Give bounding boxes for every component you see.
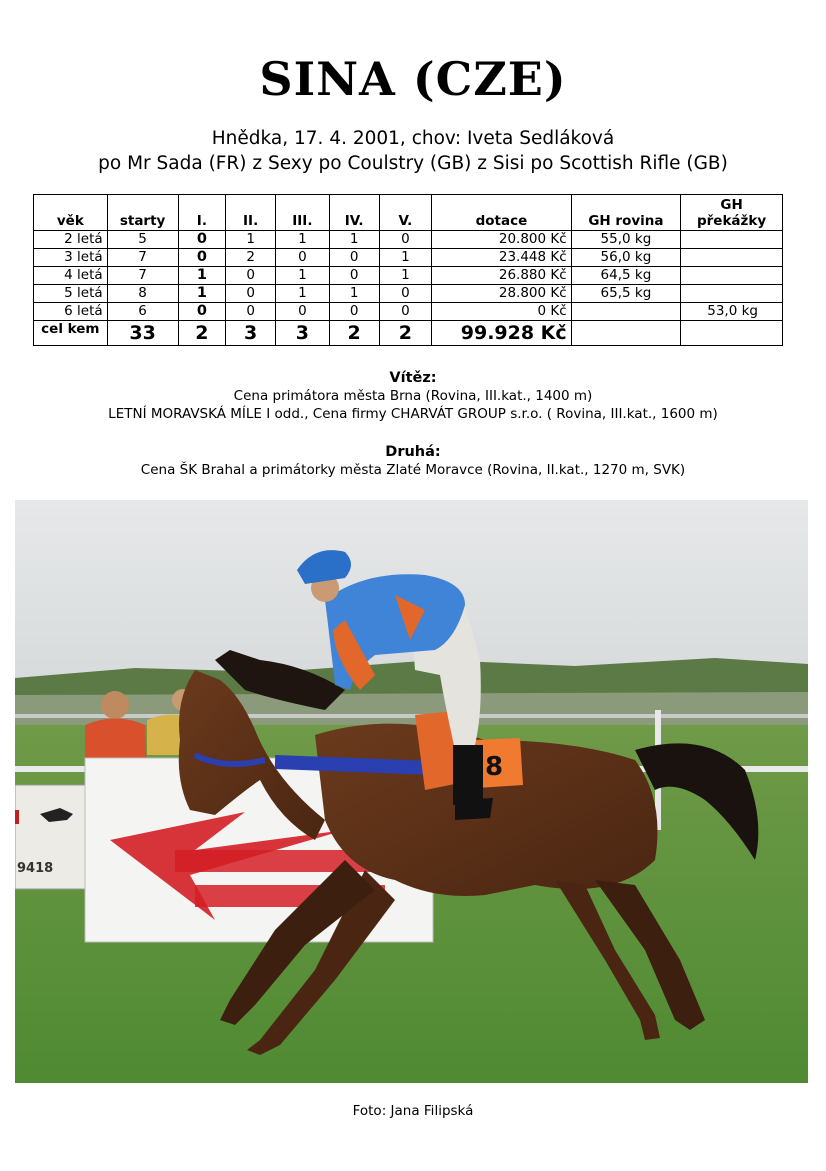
winner-heading: Vítěz:	[389, 370, 437, 386]
total-cell	[571, 321, 680, 346]
total-cell: 3	[226, 321, 276, 346]
header-cell: GH rovina	[571, 195, 680, 231]
saddle-number: 8	[485, 752, 504, 782]
table-row	[34, 303, 783, 321]
winner-race-2: LETNÍ MORAVSKÁ MÍLE I odd., Cena firmy CHARVÁT GROUP s.r.o. ( Rovina, III.kat., 1600 m)	[108, 406, 718, 422]
subtitle-pedigree: po Mr Sada (FR) z Sexy po Coulstry (GB) z Sisi po Scottish Rifle (GB)	[98, 153, 728, 174]
header-cell: IV.	[329, 195, 379, 231]
table-cell: 0	[178, 303, 226, 321]
table-cell: 23.448 Kč	[432, 249, 571, 267]
table-cell: 55,0 kg	[571, 231, 680, 249]
table-cell: 0	[226, 285, 276, 303]
second-heading: Druhá:	[385, 444, 441, 460]
table-cell: 0	[276, 303, 330, 321]
table-row	[34, 285, 783, 303]
total-label: cel kem	[34, 321, 108, 346]
total-cell: 99.928 Kč	[432, 321, 571, 346]
table-cell	[681, 285, 783, 303]
table-total-row	[34, 321, 783, 346]
header-cell: věk	[34, 195, 108, 231]
table-cell: 1	[329, 231, 379, 249]
page-title: SINA (CZE)	[259, 52, 567, 106]
table-cell: 1	[178, 285, 226, 303]
table-cell: 0	[226, 303, 276, 321]
table-cell: 7	[107, 267, 178, 285]
table-row	[34, 249, 783, 267]
header-cell: starty	[107, 195, 178, 231]
winner-section	[0, 369, 826, 423]
table-cell: 5 letá	[34, 285, 108, 303]
table-cell: 5	[107, 231, 178, 249]
table-cell: 7	[107, 249, 178, 267]
table-cell: 0	[379, 303, 432, 321]
table-cell: 1	[329, 285, 379, 303]
table-cell: 6	[107, 303, 178, 321]
table-cell: 26.880 Kč	[432, 267, 571, 285]
header-cell: III.	[276, 195, 330, 231]
table-cell: 56,0 kg	[571, 249, 680, 267]
total-cell: 3	[276, 321, 330, 346]
total-cell: 2	[178, 321, 226, 346]
table-cell: 0	[329, 303, 379, 321]
total-cell: 2	[379, 321, 432, 346]
race-photo	[15, 500, 808, 1083]
table-cell: 3 letá	[34, 249, 108, 267]
second-section	[0, 443, 826, 479]
winner-race-1: Cena primátora města Brna (Rovina, III.kat., 1400 m)	[233, 388, 593, 404]
table-cell: 0	[178, 249, 226, 267]
table-row	[34, 231, 783, 249]
table-header-row	[34, 195, 783, 231]
table-cell: 0	[329, 249, 379, 267]
total-cell: 33	[107, 321, 178, 346]
total-cell: 2	[329, 321, 379, 346]
table-cell	[681, 231, 783, 249]
table-row	[34, 267, 783, 285]
table-cell: 53,0 kg	[681, 303, 783, 321]
table-cell: 64,5 kg	[571, 267, 680, 285]
table-cell	[681, 267, 783, 285]
table-cell: 8	[107, 285, 178, 303]
table-cell: 0	[178, 231, 226, 249]
table-cell: 20.800 Kč	[432, 231, 571, 249]
table-cell: 4 letá	[34, 267, 108, 285]
table-cell: 65,5 kg	[571, 285, 680, 303]
table-cell: 28.800 Kč	[432, 285, 571, 303]
table-cell	[681, 249, 783, 267]
second-race-1: Cena ŠK Brahal a primátorky města Zlaté Moravce (Rovina, II.kat., 1270 m, SVK)	[140, 462, 686, 478]
stats-table	[33, 194, 783, 346]
table-cell: 1	[226, 231, 276, 249]
header-cell: II.	[226, 195, 276, 231]
subtitle-birth: Hnědka, 17. 4. 2001, chov: Iveta Sedláková	[211, 128, 615, 149]
table-cell: 0	[276, 249, 330, 267]
photo-credit: Foto: Jana Filipská	[352, 1103, 474, 1119]
table-cell: 1	[276, 285, 330, 303]
table-cell: 1	[379, 267, 432, 285]
header-cell: GH překážky	[681, 195, 783, 231]
header-cell: I.	[178, 195, 226, 231]
table-cell: 2	[226, 249, 276, 267]
horse-jockey-photo	[15, 500, 808, 1083]
table-cell: 0	[226, 267, 276, 285]
table-cell: 1	[276, 267, 330, 285]
table-cell: 0	[379, 285, 432, 303]
table-cell: 2 letá	[34, 231, 108, 249]
table-cell: 0	[379, 231, 432, 249]
header-cell: dotace	[432, 195, 571, 231]
header-cell: V.	[379, 195, 432, 231]
sign-small-text: 9418	[17, 861, 54, 876]
table-cell: 6 letá	[34, 303, 108, 321]
table-cell: 0 Kč	[432, 303, 571, 321]
table-cell: 0	[329, 267, 379, 285]
table-cell: 1	[379, 249, 432, 267]
table-cell: 1	[178, 267, 226, 285]
total-cell	[681, 321, 783, 346]
table-cell	[571, 303, 680, 321]
table-cell: 1	[276, 231, 330, 249]
